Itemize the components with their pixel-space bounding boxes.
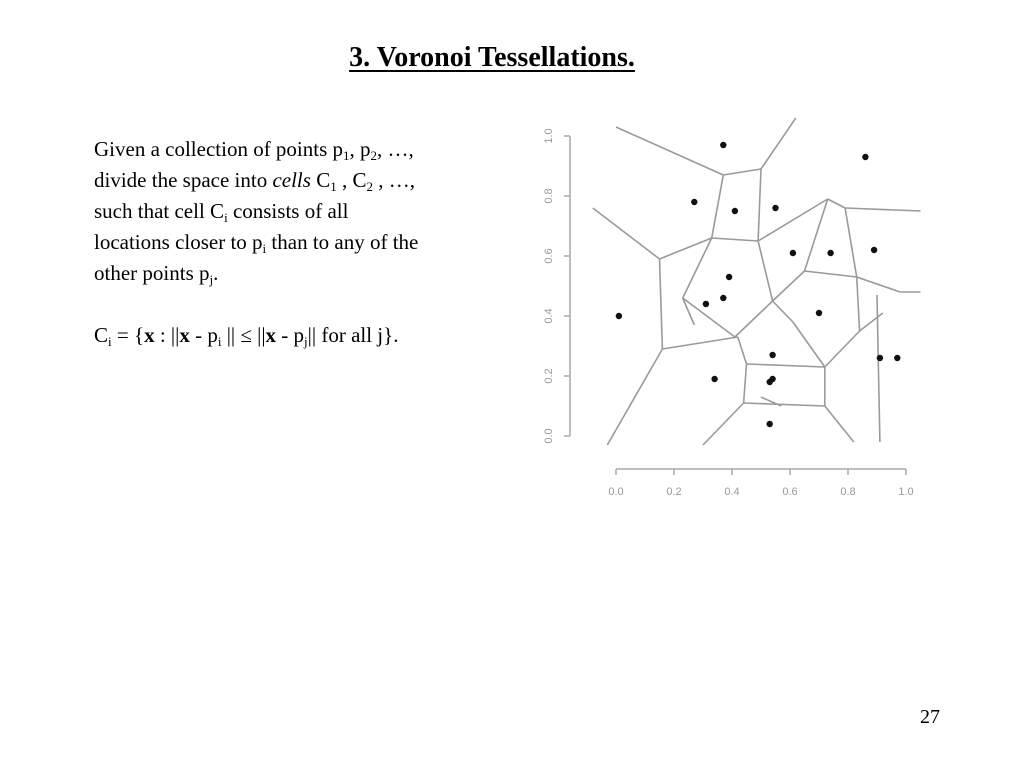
voronoi-edge <box>845 208 920 211</box>
x-tick-label: 0.8 <box>840 486 856 498</box>
voronoi-edge <box>662 337 737 349</box>
definition-line-1: Given a collection of points $p_1$, $p_2$, …, <box>94 137 414 163</box>
site-point <box>827 250 833 256</box>
x-tick-label: 0.0 <box>608 486 624 498</box>
y-tick-label: 0.4 <box>543 308 555 324</box>
y-tick-label: 0.2 <box>543 368 555 384</box>
site-point <box>769 352 775 358</box>
voronoi-edge <box>857 277 901 292</box>
voronoi-edge <box>758 199 828 241</box>
voronoi-edge <box>805 271 857 277</box>
site-point <box>691 199 697 205</box>
voronoi-edge <box>857 277 860 331</box>
voronoi-edge <box>773 271 805 301</box>
voronoi-edge <box>683 238 712 298</box>
y-tick-label: 0.8 <box>543 188 555 204</box>
page-number: 27 <box>920 706 940 728</box>
voronoi-edge <box>793 322 825 367</box>
voronoi-edge <box>758 241 773 301</box>
voronoi-edge <box>828 199 845 208</box>
definition-line-2: divide the space into cells $C_1$ , $C_2$ , …, <box>94 168 415 194</box>
site-point <box>816 310 822 316</box>
site-point <box>726 274 732 280</box>
voronoi-edge <box>723 169 761 175</box>
voronoi-edge <box>747 364 825 367</box>
site-point <box>767 421 773 427</box>
site-point <box>732 208 738 214</box>
site-point <box>616 313 622 319</box>
voronoi-edge <box>703 403 744 445</box>
y-tick-label: 0.6 <box>543 248 555 264</box>
x-tick-label: 0.6 <box>782 486 798 498</box>
voronoi-edge <box>712 175 724 238</box>
voronoi-edge <box>616 127 723 175</box>
site-point <box>720 142 726 148</box>
voronoi-edge <box>735 301 773 337</box>
site-point <box>767 379 773 385</box>
voronoi-diagram <box>536 112 936 512</box>
voronoi-edge <box>712 238 758 241</box>
voronoi-edges <box>593 118 921 445</box>
y-tick-label: 0.0 <box>543 428 555 444</box>
site-point <box>871 247 877 253</box>
slide-title: 3. Voronoi Tessellations. <box>349 42 635 73</box>
definition-line-4: locations closer to $p_i$ than to any of the <box>94 230 419 256</box>
voronoi-edge <box>825 331 860 367</box>
voronoi-edge <box>761 118 796 169</box>
site-point <box>894 355 900 361</box>
body-text <box>94 134 514 351</box>
site-point <box>720 295 726 301</box>
voronoi-edge <box>773 301 793 322</box>
voronoi-edge <box>860 313 883 331</box>
voronoi-edge <box>593 208 660 259</box>
voronoi-edge <box>744 403 825 406</box>
x-tick-label: 0.2 <box>666 486 682 498</box>
voronoi-edge <box>758 169 761 241</box>
site-point <box>711 376 717 382</box>
voronoi-edge <box>738 337 747 364</box>
x-tick-label: 0.4 <box>724 486 740 498</box>
voronoi-formula: $C_i = \{x$ : $||x - p_i$ || ≤ $||x - p_j||$ for all j}. <box>94 323 399 349</box>
site-point <box>877 355 883 361</box>
definition-line-3: such that cell $C_i$ consists of all <box>94 199 349 225</box>
definition-line-5: other points $p_j$. <box>94 261 219 287</box>
voronoi-edge <box>607 349 662 445</box>
voronoi-edge <box>825 406 854 442</box>
voronoi-edge <box>744 364 747 403</box>
x-tick-label: 1.0 <box>898 486 914 498</box>
voronoi-edge <box>660 259 663 349</box>
site-point <box>703 301 709 307</box>
site-point <box>862 154 868 160</box>
site-point <box>790 250 796 256</box>
site-point <box>772 205 778 211</box>
y-tick-label: 1.0 <box>543 128 555 144</box>
voronoi-edge <box>805 199 828 271</box>
voronoi-edge <box>845 208 857 277</box>
